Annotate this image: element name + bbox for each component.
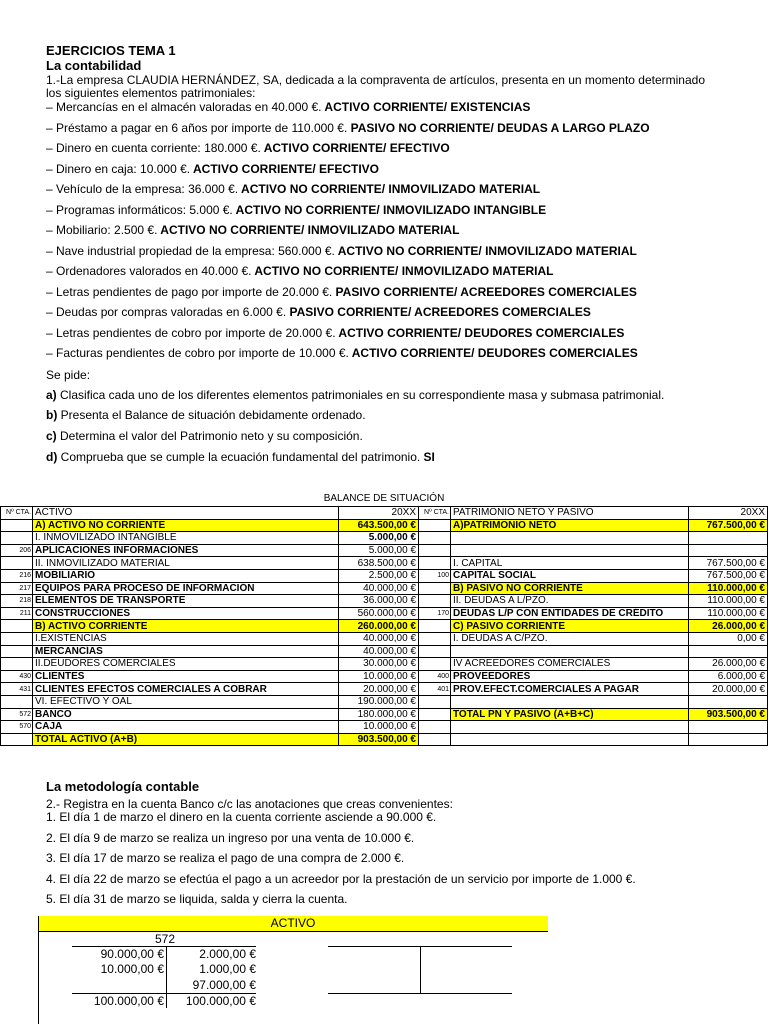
pasivo-value: 767.500,00 € — [689, 519, 768, 532]
item-classification: ACTIVO CORRIENTE/ DEUDORES COMERCIALES — [348, 346, 638, 360]
activo-label: B) ACTIVO CORRIENTE — [33, 620, 339, 633]
account-number — [419, 557, 451, 570]
pasivo-label — [451, 695, 689, 708]
table-row — [1, 658, 768, 671]
list-item — [46, 285, 637, 299]
task-item — [46, 408, 366, 422]
activo-label: ELEMENTOS DE TRANSPORTE — [33, 595, 339, 608]
task-text: Determina el valor del Patrimonio neto y su composición. — [56, 429, 363, 443]
item-text: – Mercancías en el almacén valoradas en 40.000 €. — [46, 100, 322, 114]
pasivo-label: II. DEUDAS A L/PZO. — [451, 595, 689, 608]
activo-value: 903.500,00 € — [339, 733, 419, 746]
account-number — [419, 721, 451, 734]
activo-value: 560.000,00 € — [339, 607, 419, 620]
account-number — [419, 532, 451, 545]
list-item — [46, 162, 379, 176]
activo-value: 2.500,00 € — [339, 569, 419, 582]
debe-entry: 90.000,00 € — [100, 947, 164, 961]
activo-label: I.EXISTENCIAS — [33, 632, 339, 645]
activo-value: 260.000,00 € — [339, 620, 419, 633]
item-classification: ACTIVO NO CORRIENTE/ INMOVILIZADO MATERIAL — [334, 244, 637, 258]
pasivo-label: DEUDAS L/P CON ENTIDADES DE CRÉDITO — [451, 607, 689, 620]
activo-label: EQUIPOS PARA PROCESO DE INFORMACIÓN — [33, 582, 339, 595]
list-item — [46, 326, 624, 340]
activo-value: 40.000,00 € — [339, 632, 419, 645]
activo-label: I. INMOVILIZADO INTANGIBLE — [33, 532, 339, 545]
item-text: – Facturas pendientes de cobro por importe de 10.000 €. — [46, 346, 349, 360]
pasivo-value — [689, 695, 768, 708]
item-text: – Mobiliario: 2.500 €. — [46, 223, 158, 237]
item-text: – Letras pendientes de pago por importe de 20.000 €. — [46, 285, 333, 299]
account-number — [419, 519, 451, 532]
table-row — [1, 569, 768, 582]
exercise-line: 2. El día 9 de marzo se realiza un ingreso por una venta de 10.000 €. — [46, 831, 415, 845]
account-number — [419, 544, 451, 557]
activo-value: 638.500,00 € — [339, 557, 419, 570]
list-item — [46, 121, 650, 135]
exercise-line: 4. El día 22 de marzo se efectúa el pago a un acreedor por la prestación de un servicio por importe de 1.000 €. — [46, 872, 636, 886]
activo-label: CLIENTES EFECTOS COMERCIALES A COBRAR — [33, 683, 339, 696]
activo-value: 30.000,00 € — [339, 658, 419, 671]
activo-value: 190.000,00 € — [339, 695, 419, 708]
haber-entry: 2.000,00 € — [199, 947, 256, 961]
balance-title: BALANCE DE SITUACIÓN — [323, 493, 445, 504]
activo-label: MOBILIARIO — [33, 569, 339, 582]
table-row — [1, 532, 768, 545]
list-item — [46, 141, 450, 155]
item-classification: ACTIVO CORRIENTE/ EFECTIVO — [190, 162, 380, 176]
pasivo-value — [689, 645, 768, 658]
page-title: EJERCICIOS TEMA 1 — [46, 43, 176, 58]
account-number — [419, 708, 451, 721]
pasivo-value — [689, 544, 768, 557]
table-row — [1, 595, 768, 608]
item-text: – Dinero en cuenta corriente: 180.000 €. — [46, 141, 261, 155]
list-item — [46, 305, 591, 319]
account-number — [419, 595, 451, 608]
debe-entry: 10.000,00 € — [100, 962, 164, 976]
account-number — [419, 733, 451, 746]
pasivo-value: 903.500,00 € — [689, 708, 768, 721]
col-header-activo: ACTIVO — [33, 507, 339, 520]
table-header-row — [1, 507, 768, 520]
exercise-line: 3. El día 17 de marzo se realiza el pago de una compra de 2.000 €. — [46, 851, 405, 865]
activo-label: CAJA — [33, 721, 339, 734]
pasivo-label — [451, 645, 689, 658]
pasivo-label — [451, 721, 689, 734]
intro-text: los siguientes elementos patrimoniales: — [46, 86, 256, 100]
exercise-line: 2.- Registra en la cuenta Banco c/c las anotaciones que creas convenientes: — [46, 797, 453, 811]
se-pide-label: Se pide: — [46, 368, 91, 382]
item-text: – Letras pendientes de cobro por importe de 20.000 €. — [46, 326, 336, 340]
t-account-total-line-empty — [328, 993, 512, 994]
task-text: Clasifica cada uno de los diferentes elementos patrimoniales en su correspondiente masa y submasa patrimonial. — [56, 388, 665, 402]
account-number: 570 — [1, 721, 33, 734]
t-account-stem — [166, 946, 167, 1008]
item-text: – Vehículo de la empresa: 36.000 €. — [46, 182, 239, 196]
activo-value: 10.000,00 € — [339, 670, 419, 683]
account-number: 206 — [1, 544, 33, 557]
activo-label: BANCO — [33, 708, 339, 721]
list-item — [46, 264, 553, 278]
haber-entry: 97.000,00 € — [192, 978, 256, 992]
account-number: 211 — [1, 607, 33, 620]
pasivo-label: IV ACREEDORES COMERCIALES — [451, 658, 689, 671]
table-row — [1, 582, 768, 595]
activo-value: 5.000,00 € — [339, 532, 419, 545]
haber-entry: 1.000,00 € — [199, 962, 256, 976]
account-number — [419, 582, 451, 595]
col-header-cta: Nº CTA. — [419, 507, 451, 520]
activo-label: TOTAL ACTIVO (A+B) — [33, 733, 339, 746]
activo-value: 40.000,00 € — [339, 645, 419, 658]
activo-label: MERCANCÍAS — [33, 645, 339, 658]
item-classification: PASIVO CORRIENTE/ ACREEDORES COMERCIALES — [332, 285, 637, 299]
activo-label: VI. EFECTIVO Y OAL — [33, 695, 339, 708]
section-title: La contabilidad — [46, 58, 142, 73]
account-number — [419, 695, 451, 708]
task-letter: c) — [46, 429, 57, 443]
col-header-cta: Nº CTA. — [1, 507, 33, 520]
item-text: – Nave industrial propiedad de la empresa: 560.000 €. — [46, 244, 335, 258]
task-letter: a) — [46, 388, 57, 402]
pasivo-value — [689, 532, 768, 545]
pasivo-label: B) PASIVO NO CORRIENTE — [451, 582, 689, 595]
account-code: 572 — [155, 932, 176, 946]
list-item — [46, 100, 530, 114]
account-number: 216 — [1, 569, 33, 582]
account-number — [1, 519, 33, 532]
pasivo-value: 0,00 € — [689, 632, 768, 645]
task-item — [46, 450, 435, 464]
pasivo-label: A)PATRIMONIO NETO — [451, 519, 689, 532]
item-text: – Dinero en caja: 10.000 €. — [46, 162, 191, 176]
account-number — [419, 658, 451, 671]
activo-label: APLICACIONES INFORMACIONES — [33, 544, 339, 557]
task-text: Presenta el Balance de situación debidamente ordenado. — [57, 408, 366, 422]
task-answer: SI — [423, 450, 435, 464]
pasivo-value: 110.000,00 € — [689, 595, 768, 608]
list-item — [46, 182, 540, 196]
pasivo-value: 767.500,00 € — [689, 557, 768, 570]
activo-value: 643.500,00 € — [339, 519, 419, 532]
account-number: 100 — [419, 569, 451, 582]
item-classification: PASIVO NO CORRIENTE/ DEUDAS A LARGO PLAZO — [347, 121, 650, 135]
table-row — [1, 683, 768, 696]
pasivo-label: TOTAL PN Y PASIVO (A+B+C) — [451, 708, 689, 721]
table-row — [1, 607, 768, 620]
item-text: – Programas informáticos: 5.000 €. — [46, 203, 233, 217]
balance-table — [0, 506, 768, 746]
table-row — [1, 708, 768, 721]
haber-total: 100.000,00 € — [185, 994, 256, 1008]
account-number — [1, 733, 33, 746]
account-number — [419, 632, 451, 645]
account-number — [1, 532, 33, 545]
account-number: 430 — [1, 670, 33, 683]
account-number: 400 — [419, 670, 451, 683]
pasivo-value: 26.000,00 € — [689, 620, 768, 633]
account-number — [1, 557, 33, 570]
pasivo-value — [689, 721, 768, 734]
list-item — [46, 346, 638, 360]
intro-text: 1.-La empresa CLAUDIA HERNÁNDEZ, SA, dedicada a la compraventa de artículos, presenta en un momento determinado — [46, 73, 705, 87]
table-row — [1, 733, 768, 746]
account-number — [1, 645, 33, 658]
account-number: 572 — [1, 708, 33, 721]
account-number: 431 — [1, 683, 33, 696]
task-item — [46, 429, 363, 443]
table-row — [1, 670, 768, 683]
activo-label: A) ACTIVO NO CORRIENTE — [33, 519, 339, 532]
account-number — [1, 695, 33, 708]
activo-label: CONSTRUCCIONES — [33, 607, 339, 620]
account-number — [1, 658, 33, 671]
task-item — [46, 388, 664, 402]
table-row — [1, 632, 768, 645]
activo-label: CLIENTES — [33, 670, 339, 683]
table-row — [1, 557, 768, 570]
table-row — [1, 721, 768, 734]
debe-total: 100.000,00 € — [93, 994, 164, 1008]
activo-header: ACTIVO — [270, 916, 316, 930]
table-row — [1, 620, 768, 633]
pasivo-label: I. DEUDAS A C/PZO. — [451, 632, 689, 645]
account-number: 401 — [419, 683, 451, 696]
col-header-year: 20XX — [689, 507, 768, 520]
pasivo-label: I. CAPITAL — [451, 557, 689, 570]
pasivo-label — [451, 733, 689, 746]
account-number: 217 — [1, 582, 33, 595]
pasivo-value: 20.000,00 € — [689, 683, 768, 696]
list-item — [46, 244, 637, 258]
pasivo-label: C) PASIVO CORRIENTE — [451, 620, 689, 633]
activo-label: II. INMOVILIZADO MATERIAL — [33, 557, 339, 570]
task-letter: d) — [46, 450, 58, 464]
pasivo-value: 110.000,00 € — [689, 582, 768, 595]
task-text: Comprueba que se cumple la ecuación fundamental del patrimonio. — [57, 450, 424, 464]
account-number — [1, 620, 33, 633]
activo-value: 40.000,00 € — [339, 582, 419, 595]
table-row — [1, 645, 768, 658]
table-row — [1, 695, 768, 708]
activo-label: II.DEUDORES COMERCIALES — [33, 658, 339, 671]
section-title: La metodología contable — [46, 779, 200, 794]
exercise-line: 5. El día 31 de marzo se liquida, salda y cierra la cuenta. — [46, 892, 348, 906]
account-number: 218 — [1, 595, 33, 608]
pasivo-value — [689, 733, 768, 746]
item-classification: ACTIVO NO CORRIENTE/ INMOVILIZADO MATERIAL — [251, 264, 554, 278]
item-classification: ACTIVO CORRIENTE/ DEUDORES COMERCIALES — [335, 326, 625, 340]
header-divider — [38, 931, 548, 932]
pasivo-value: 6.000,00 € — [689, 670, 768, 683]
item-classification: PASIVO CORRIENTE/ ACREEDORES COMERCIALES — [286, 305, 591, 319]
table-row — [1, 544, 768, 557]
table-row — [1, 519, 768, 532]
account-number: 170 — [419, 607, 451, 620]
item-classification: ACTIVO CORRIENTE/ EXISTENCIAS — [321, 100, 531, 114]
item-classification: ACTIVO NO CORRIENTE/ INMOVILIZADO INTANGIBLE — [232, 203, 547, 217]
task-letter: b) — [46, 408, 58, 422]
item-text: – Deudas por compras valoradas en 6.000 €. — [46, 305, 287, 319]
item-classification: ACTIVO CORRIENTE/ EFECTIVO — [260, 141, 450, 155]
pasivo-value: 26.000,00 € — [689, 658, 768, 671]
col-header-year: 20XX — [339, 507, 419, 520]
item-text: – Ordenadores valorados en 40.000 €. — [46, 264, 252, 278]
pasivo-label: PROV.EFECT.COMERCIALES A PAGAR — [451, 683, 689, 696]
t-account-stem-empty — [420, 946, 421, 994]
item-text: – Préstamo a pagar en 6 años por importe de 110.000 €. — [46, 121, 348, 135]
account-number — [1, 632, 33, 645]
list-item — [46, 203, 546, 217]
left-border — [38, 916, 39, 1024]
pasivo-label — [451, 532, 689, 545]
list-item — [46, 223, 459, 237]
account-number — [419, 620, 451, 633]
pasivo-value: 767.500,00 € — [689, 569, 768, 582]
pasivo-value: 110.000,00 € — [689, 607, 768, 620]
item-classification: ACTIVO NO CORRIENTE/ INMOVILIZADO MATERIAL — [157, 223, 460, 237]
activo-value: 20.000,00 € — [339, 683, 419, 696]
col-header-pasivo: PATRIMONIO NETO Y PASIVO — [451, 507, 689, 520]
pasivo-label: PROVEEDORES — [451, 670, 689, 683]
pasivo-label: CAPITAL SOCIAL — [451, 569, 689, 582]
account-number — [419, 645, 451, 658]
exercise-line: 1. El día 1 de marzo el dinero en la cuenta corriente asciende a 90.000 €. — [46, 810, 437, 824]
activo-value: 180.000,00 € — [339, 708, 419, 721]
activo-value: 10.000,00 € — [339, 721, 419, 734]
activo-value: 5.000,00 € — [339, 544, 419, 557]
activo-value: 36.000,00 € — [339, 595, 419, 608]
pasivo-label — [451, 544, 689, 557]
item-classification: ACTIVO NO CORRIENTE/ INMOVILIZADO MATERIAL — [238, 182, 541, 196]
